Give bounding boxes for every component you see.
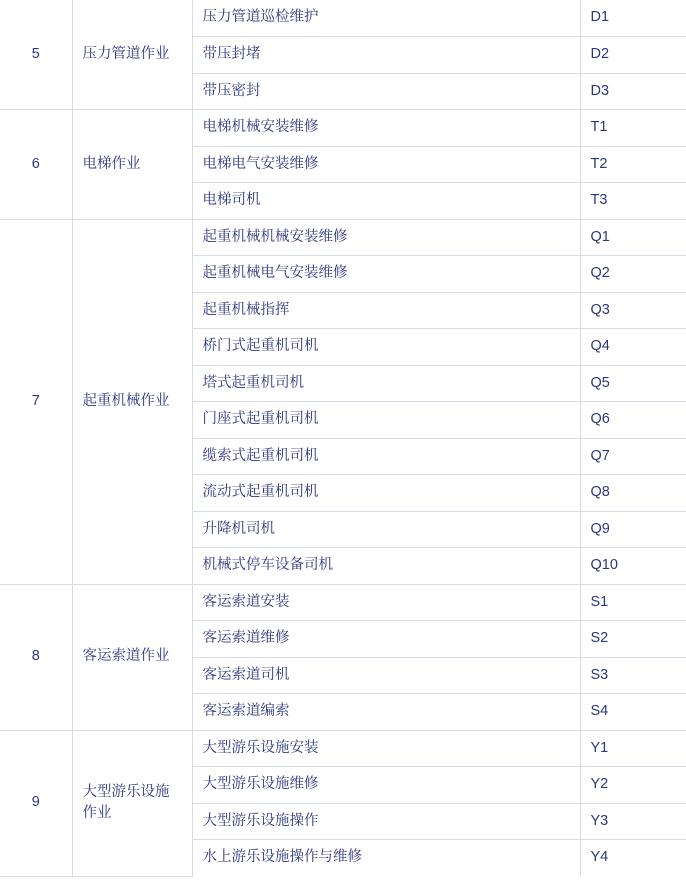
item-code: T2 <box>580 146 686 183</box>
table-row <box>0 219 686 256</box>
item-name: 桥门式起重机司机 <box>192 329 580 366</box>
item-code: D3 <box>580 73 686 110</box>
group-category: 客运索道作业 <box>72 584 192 730</box>
item-code: Y3 <box>580 803 686 840</box>
group-category: 压力管道作业 <box>72 0 192 110</box>
item-code: S3 <box>580 657 686 694</box>
item-code: Q7 <box>580 438 686 475</box>
item-code: T1 <box>580 110 686 147</box>
group-index: 5 <box>0 0 72 110</box>
item-name: 客运索道维修 <box>192 621 580 658</box>
item-name: 大型游乐设施安装 <box>192 730 580 767</box>
item-code: Q6 <box>580 402 686 439</box>
item-code: S4 <box>580 694 686 731</box>
group-index: 6 <box>0 110 72 220</box>
table-row <box>0 584 686 621</box>
item-code: Q10 <box>580 548 686 585</box>
item-code: Q9 <box>580 511 686 548</box>
item-name: 起重机械电气安装维修 <box>192 256 580 293</box>
group-category: 大型游乐设施作业 <box>72 730 192 876</box>
group-index: 7 <box>0 219 72 584</box>
group-index: 8 <box>0 584 72 730</box>
table-row <box>0 730 686 767</box>
item-name: 客运索道司机 <box>192 657 580 694</box>
group-category: 电梯作业 <box>72 110 192 220</box>
item-name: 起重机械指挥 <box>192 292 580 329</box>
table-row <box>0 0 686 37</box>
item-name: 电梯电气安装维修 <box>192 146 580 183</box>
item-name: 水上游乐设施操作与维修 <box>192 840 580 877</box>
item-name: 机械式停车设备司机 <box>192 548 580 585</box>
item-code: D1 <box>580 0 686 37</box>
item-name: 电梯机械安装维修 <box>192 110 580 147</box>
item-code: T3 <box>580 183 686 220</box>
item-code: Q3 <box>580 292 686 329</box>
item-name: 大型游乐设施维修 <box>192 767 580 804</box>
item-code: S1 <box>580 584 686 621</box>
item-code: Q2 <box>580 256 686 293</box>
item-name: 带压封堵 <box>192 37 580 74</box>
item-name: 流动式起重机司机 <box>192 475 580 512</box>
item-name: 大型游乐设施操作 <box>192 803 580 840</box>
item-name: 塔式起重机司机 <box>192 365 580 402</box>
item-name: 客运索道编索 <box>192 694 580 731</box>
item-name: 起重机械机械安装维修 <box>192 219 580 256</box>
item-name: 门座式起重机司机 <box>192 402 580 439</box>
item-code: Q1 <box>580 219 686 256</box>
item-name: 带压密封 <box>192 73 580 110</box>
item-name: 电梯司机 <box>192 183 580 220</box>
item-code: Y1 <box>580 730 686 767</box>
group-index: 9 <box>0 730 72 876</box>
item-code: D2 <box>580 37 686 74</box>
item-name: 升降机司机 <box>192 511 580 548</box>
item-code: Y4 <box>580 840 686 877</box>
group-category: 起重机械作业 <box>72 219 192 584</box>
item-name: 缆索式起重机司机 <box>192 438 580 475</box>
item-code: Q8 <box>580 475 686 512</box>
item-name: 客运索道安装 <box>192 584 580 621</box>
item-code: S2 <box>580 621 686 658</box>
item-name: 压力管道巡检维护 <box>192 0 580 37</box>
item-code: Q5 <box>580 365 686 402</box>
table-row <box>0 110 686 147</box>
item-code: Q4 <box>580 329 686 366</box>
item-code: Y2 <box>580 767 686 804</box>
